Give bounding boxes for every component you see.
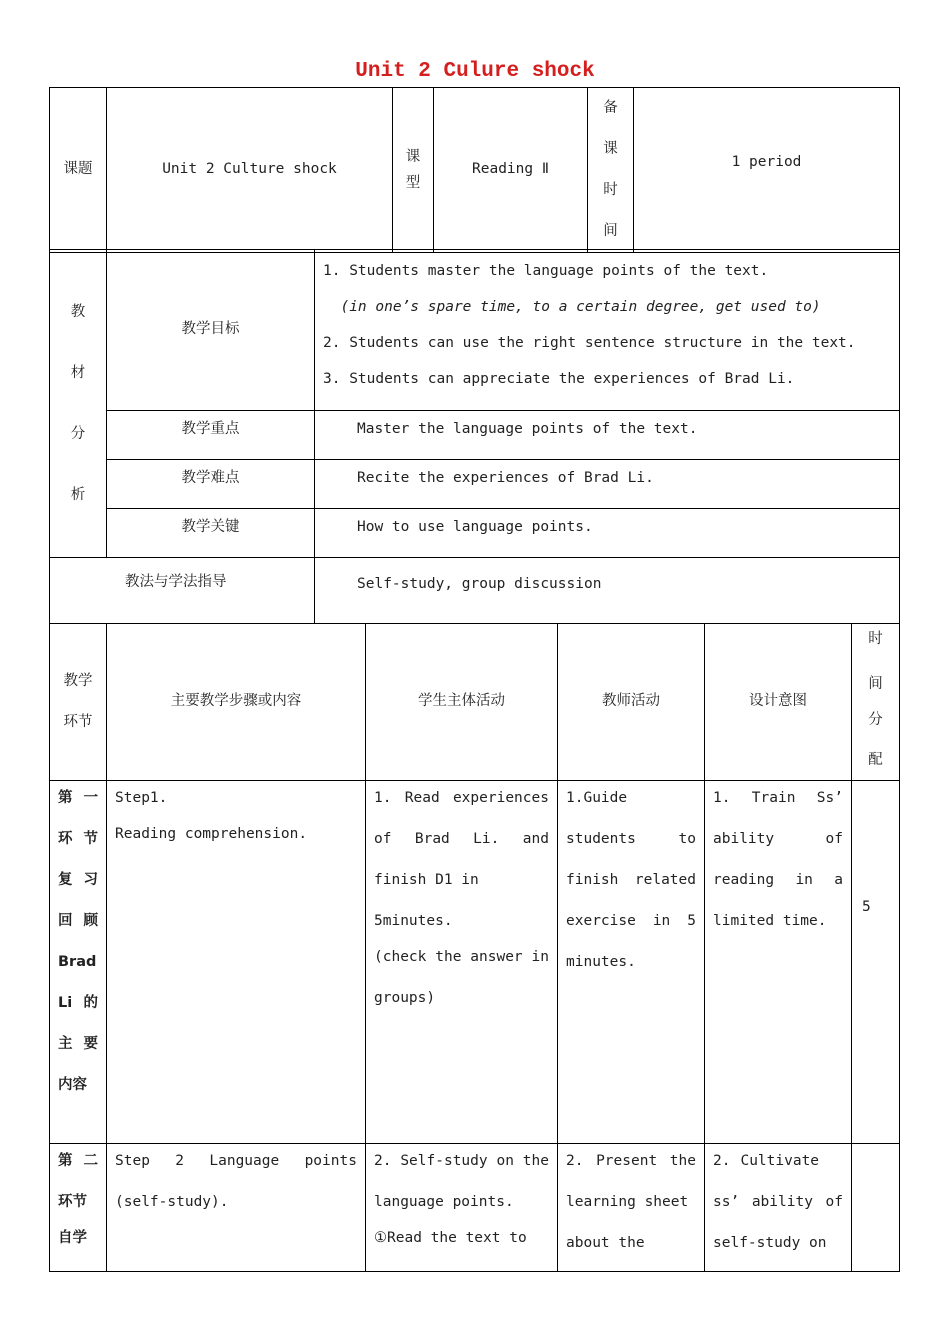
steps-cell [107, 1144, 366, 1272]
goal-item: 3. Students can appreciate the experiences of Brad Li. [323, 371, 795, 387]
design-line: limited time. [713, 913, 827, 929]
student-line: (check the answer in [374, 949, 549, 965]
type-label: 课 型 [393, 88, 434, 253]
difficult-points-value: Recite the experiences of Brad Li. [315, 460, 900, 509]
header-table [49, 87, 900, 253]
document-title: Unit 2 Culure shock [355, 60, 595, 83]
stage-cell [50, 781, 107, 1144]
design-intent-cell [705, 781, 852, 1144]
stage-line: 环 节 [58, 831, 98, 847]
design-line: ability of [713, 831, 843, 847]
student-activity-cell [366, 781, 558, 1144]
process-table [49, 623, 900, 1272]
teacher-line: minutes. [566, 954, 636, 970]
design-line: self-study on [713, 1235, 827, 1251]
stage-line: 自学 [58, 1230, 87, 1246]
student-line: language points. [374, 1194, 514, 1210]
design-intent-header: 设计意图 [705, 624, 852, 781]
teacher-line: about the [566, 1235, 645, 1251]
steps-line: Step 2 Language points [115, 1153, 357, 1169]
steps-line: Step1. [115, 790, 168, 806]
design-intent-cell [705, 1144, 852, 1272]
stage-line: 环节 [58, 1194, 87, 1210]
stage-line: 主 要 [58, 1036, 98, 1052]
stage-cell [50, 1144, 107, 1272]
method-table [49, 557, 900, 624]
student-line: ①Read the text to [374, 1230, 527, 1246]
teacher-line: 2. Present the [566, 1153, 696, 1169]
student-line: 1. Read experiences [374, 790, 549, 806]
key-points-label: 教学重点 [107, 411, 315, 460]
teacher-activity-cell [558, 1144, 705, 1272]
student-line: groups) [374, 990, 436, 1006]
time-cell: 5 [852, 781, 900, 1144]
teacher-line: exercise in 5 [566, 913, 696, 929]
stage-line: 第 一 [58, 790, 98, 806]
design-line: ss’ ability of [713, 1194, 843, 1210]
design-line: 2. Cultivate [713, 1153, 820, 1169]
time-cell [852, 1144, 900, 1272]
stage-line: Brad [58, 954, 97, 970]
goal-item: 1. Students master the language points of the text. [323, 263, 769, 279]
type-value: Reading Ⅱ [434, 88, 588, 253]
crucial-points-label: 教学关键 [107, 509, 315, 558]
goals-list [315, 250, 900, 411]
stage-header: 教学 环节 [50, 624, 107, 781]
student-activity-cell [366, 1144, 558, 1272]
method-label: 教法与学法指导 [50, 558, 315, 624]
teacher-line: students to [566, 831, 696, 847]
teacher-activity-header: 教师活动 [558, 624, 705, 781]
design-line: 1. Train Ss’ [713, 790, 843, 806]
design-line: reading in a [713, 872, 843, 888]
teacher-line: 1.Guide [566, 790, 628, 806]
teacher-line: finish related [566, 872, 696, 888]
prep-time-label: 备 课 时 间 [588, 88, 634, 253]
stage-line: 第 二 [58, 1153, 98, 1169]
goal-item: 2. Students can use the right sentence structure in the text. [323, 335, 856, 351]
material-table [49, 249, 900, 558]
goals-label: 教学目标 [107, 250, 315, 411]
stage-line: Li 的 [58, 995, 98, 1011]
topic-label: 课题 [50, 88, 107, 253]
crucial-points-value: How to use language points. [315, 509, 900, 558]
time-allocation-header: 时 间 分 配 [852, 624, 900, 781]
steps-line: (self-study). [115, 1194, 229, 1210]
steps-line: Reading comprehension. [115, 826, 308, 842]
student-line: finish D1 in [374, 872, 479, 888]
teacher-line: learning sheet [566, 1194, 689, 1210]
student-line: 5minutes. [374, 913, 453, 929]
difficult-points-label: 教学难点 [107, 460, 315, 509]
material-section-label: 教 材 分 析 [50, 250, 107, 558]
prep-time-value: 1 period [634, 88, 900, 253]
stage-line: 复 习 [58, 872, 98, 888]
student-activity-header: 学生主体活动 [366, 624, 558, 781]
topic-value: Unit 2 Culture shock [107, 88, 393, 253]
key-points-value: Master the language points of the text. [315, 411, 900, 460]
steps-header: 主要教学步骤或内容 [107, 624, 366, 781]
goal-item: (in one’s spare time, to a certain degree, get used to) [323, 299, 821, 315]
teacher-activity-cell [558, 781, 705, 1144]
steps-cell [107, 781, 366, 1144]
stage-line: 内容 [58, 1077, 87, 1093]
student-line: 2. Self-study on the [374, 1153, 549, 1169]
student-line: of Brad Li. and [374, 831, 549, 847]
method-value: Self-study, group discussion [315, 558, 900, 624]
stage-line: 回 顾 [58, 913, 98, 929]
